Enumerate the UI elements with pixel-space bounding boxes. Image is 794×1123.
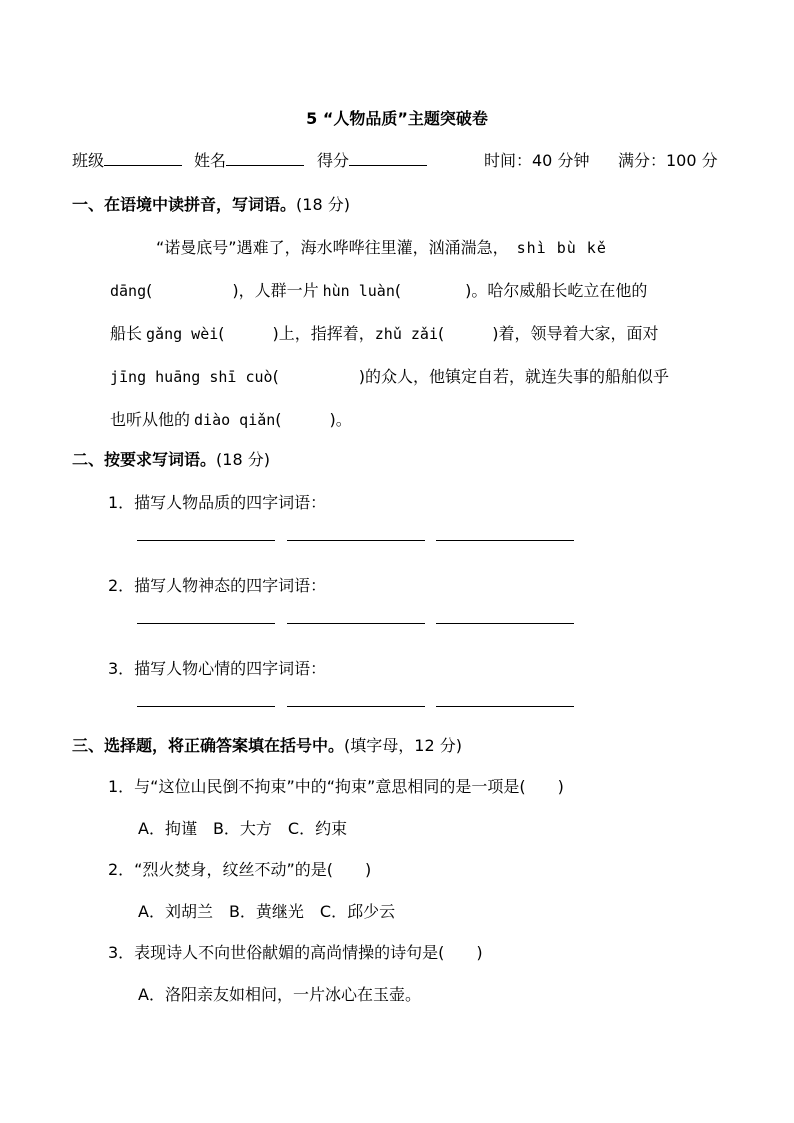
answer-line[interactable]	[287, 623, 425, 624]
section3-question-1[interactable]: 1．与“这位山民倒不拘束”中的“拘束”意思相同的是一项是( )	[108, 777, 564, 796]
answer-line[interactable]	[137, 623, 275, 624]
section2-item-1: 1．描写人物品质的四字词语：	[108, 493, 327, 512]
name-label: 姓名	[194, 151, 227, 170]
section3-question-2[interactable]: 2．“烈火焚身，纹丝不动”的是( )	[108, 860, 372, 879]
section1-line-1: “诺曼底号”遇难了，海水哗哗往里灌，汹涌湍急， shì bù kě	[156, 238, 607, 257]
name-field	[194, 148, 304, 171]
pinyin: shì bù kě	[516, 239, 607, 257]
score-blank[interactable]	[349, 151, 427, 166]
section2-points: (18 分)	[216, 450, 270, 469]
section3-points: (填字母，12 分)	[344, 736, 462, 755]
pinyin: jīng huāng shī cuò	[110, 368, 273, 386]
answer-line[interactable]	[137, 540, 275, 541]
section1-heading: 一、在语境中读拼音，写词语。(18 分)	[72, 195, 350, 214]
full-marks-text: 满分：100 分	[618, 151, 718, 170]
section3-options-1: A．拘谨 B．大方 C．约束	[138, 819, 348, 838]
score-field	[317, 148, 427, 171]
section2-item-3: 3．描写人物心情的四字词语：	[108, 659, 327, 678]
section1-line-5: 也听从他的 diào qiǎn( )。	[110, 410, 352, 429]
section1-line-4: jīng huāng shī cuò( )的众人，他镇定自若，就连失事的船舶似乎	[110, 367, 670, 386]
section2-item-2: 2．描写人物神态的四字词语：	[108, 576, 327, 595]
answer-line[interactable]	[137, 706, 275, 707]
section1-line-2: dāng( )，人群一片 hùn luàn( )。哈尔威船长屹立在他的	[110, 281, 648, 300]
time-text: 时间：40 分钟	[484, 151, 590, 170]
section3-options-2: A．刘胡兰 B．黄继光 C．邱少云	[138, 902, 396, 921]
section3-options-3: A．洛阳亲友如相问，一片冰心在玉壶。	[138, 985, 421, 1004]
class-blank[interactable]	[104, 151, 182, 166]
answer-line[interactable]	[287, 540, 425, 541]
class-field	[72, 148, 182, 171]
answer-line[interactable]	[436, 706, 574, 707]
pinyin: zhǔ zǎi	[374, 325, 438, 343]
pinyin: diào qiǎn	[194, 411, 276, 429]
section1-points: (18 分)	[296, 195, 350, 214]
pinyin: dāng	[110, 282, 147, 300]
answer-line[interactable]	[287, 706, 425, 707]
class-label: 班级	[72, 151, 105, 170]
pinyin: gǎng wèi	[146, 325, 219, 343]
answer-line[interactable]	[436, 540, 574, 541]
name-blank[interactable]	[226, 151, 304, 166]
score-label: 得分	[317, 151, 350, 170]
section2-heading: 二、按要求写词语。(18 分)	[72, 450, 270, 469]
answer-line[interactable]	[436, 623, 574, 624]
section1-line-3: 船长 gǎng wèi( )上，指挥着，zhǔ zǎi( )着，领导着大家，面对	[110, 324, 659, 343]
section3-heading: 三、选择题，将正确答案填在括号中。(填字母，12 分)	[72, 736, 462, 755]
section3-question-3[interactable]: 3．表现诗人不向世俗献媚的高尚情操的诗句是( )	[108, 943, 483, 962]
pinyin: hùn luàn	[322, 282, 395, 300]
page-title: 5 “人物品质”主题突破卷	[306, 109, 488, 128]
